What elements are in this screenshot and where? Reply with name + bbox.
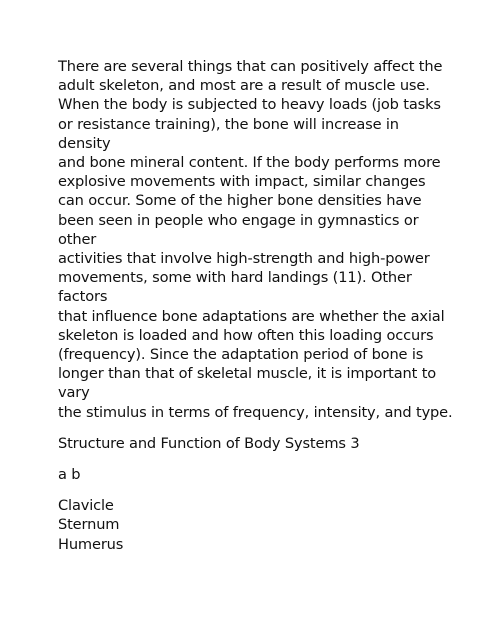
spacer	[58, 422, 448, 434]
paragraph-line: There are several things that can positively affect the	[58, 58, 443, 75]
figure-label: a b	[58, 466, 81, 484]
paragraph-line: other	[58, 230, 97, 248]
paragraph-line: longer than that of skeletal muscle, it is important to	[58, 365, 437, 383]
document-page	[58, 57, 453, 554]
bone-label-clavicle: Clavicle	[58, 497, 114, 515]
spacer	[58, 484, 448, 496]
paragraph-line: explosive movements with impact, similar changes	[58, 173, 426, 191]
paragraph-line: (frequency). Since the adaptation period of bone is	[58, 346, 424, 364]
paragraph-line: vary	[58, 384, 90, 402]
paragraph-line: and bone mineral content. If the body performs more	[58, 154, 441, 172]
paragraph-line: adult skeleton, and most are a result of muscle use.	[58, 77, 430, 95]
paragraph-line: can occur. Some of the higher bone densities have	[58, 192, 422, 210]
paragraph-line: the stimulus in terms of frequency, intensity, and type.	[58, 403, 453, 421]
running-header: Structure and Function of Body Systems 3	[58, 434, 360, 452]
paragraph-line: or resistance training), the bone will increase in	[58, 115, 399, 133]
paragraph-line: density	[58, 134, 111, 152]
paragraph-line: factors	[58, 288, 108, 306]
body-paragraph	[58, 57, 453, 422]
bone-label-sternum: Sternum	[58, 516, 120, 534]
paragraph-line: When the body is subjected to heavy loads (job tasks	[58, 96, 441, 114]
paragraph-line: movements, some with hard landings (11). Other	[58, 269, 412, 287]
bone-label-humerus: Humerus	[58, 535, 124, 553]
paragraph-line: that influence bone adaptations are whether the axial	[58, 307, 445, 325]
bone-label-list	[58, 496, 448, 554]
spacer	[58, 453, 448, 465]
paragraph-line: skeleton is loaded and how often this loading occurs	[58, 326, 434, 344]
paragraph-line: been seen in people who engage in gymnastics or	[58, 211, 419, 229]
paragraph-line: activities that involve high-strength and high-power	[58, 250, 430, 268]
